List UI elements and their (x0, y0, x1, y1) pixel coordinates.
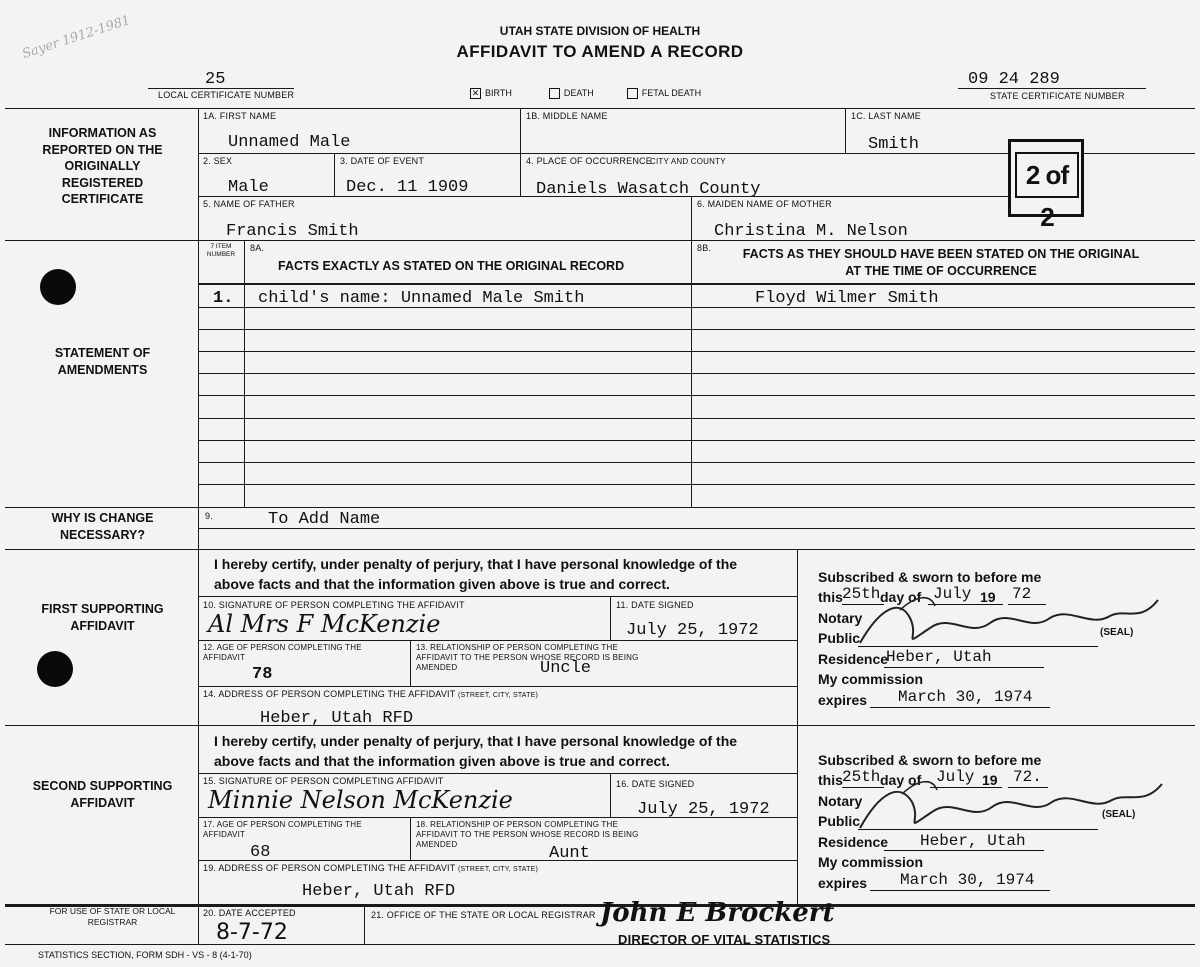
birth-label: BIRTH (485, 88, 512, 98)
col-8b-number: 8B. (697, 243, 712, 253)
first-signature: Al Mrs F McKenzie (208, 610, 441, 638)
last-name-label: 1C. LAST NAME (851, 111, 921, 121)
birth-checkbox: ✕ (471, 88, 480, 99)
first-relationship-value: Uncle (540, 659, 592, 678)
second-relationship-label: 18. RELATIONSHIP OF PERSON COMPLETING THE AFFIDAVIT TO THE PERSON WHOSE RECORD IS BEING AMENDED (416, 820, 639, 849)
second-notary-this: this (818, 772, 843, 788)
second-notary-year-prefix: 19 (982, 772, 998, 788)
second-residence-value: Heber, Utah (920, 832, 1026, 850)
punch-hole-2 (37, 651, 73, 687)
first-notary-seal: (SEAL) (1100, 627, 1134, 638)
registrar-signature: John E Brockert (600, 898, 835, 928)
first-age-label: 12. AGE OF PERSON COMPLETING THE AFFIDAVIT (203, 643, 362, 662)
second-address-sub: (STREET, CITY, STATE) (457, 866, 539, 873)
second-expires-label: expires (818, 875, 868, 891)
first-public-label: Public (818, 630, 861, 646)
first-date-value: July 25, 1972 (626, 621, 759, 640)
page-stamp-text: 2 of 2 (1015, 152, 1079, 198)
second-residence-label: Residence (818, 834, 889, 850)
record-type-options (470, 88, 701, 99)
second-commission-label: My commission (818, 854, 924, 870)
second-signature-label: 15. SIGNATURE OF PERSON COMPLETING AFFIDAVIT (203, 776, 444, 786)
last-name-value: Smith (868, 135, 920, 154)
date-accepted-label: 20. DATE ACCEPTED (203, 908, 296, 918)
first-age-value: 78 (252, 665, 273, 684)
first-address-sub: (STREET, CITY, STATE) (457, 692, 539, 699)
punch-hole-1 (40, 269, 76, 305)
second-age-label: 17. AGE OF PERSON COMPLETING THE AFFIDAVIT (203, 820, 362, 839)
why-value: To Add Name (268, 510, 381, 529)
first-relationship-label: 13. RELATIONSHIP OF PERSON COMPLETING THE AFFIDAVIT TO THE PERSON WHOSE RECORD IS BEING AMENDED (416, 643, 639, 672)
second-public-label: Public (818, 813, 861, 829)
date-accepted-value: 8-7-72 (216, 920, 288, 945)
agency-name: UTAH STATE DIVISION OF HEALTH (499, 24, 701, 38)
section-original-label: INFORMATION AS REPORTED ON THE ORIGINALLY REGISTERED CERTIFICATE (42, 126, 163, 206)
father-value: Francis Smith (226, 222, 359, 241)
first-expires-label: expires (818, 692, 868, 708)
section-second-affidavit-label: SECOND SUPPORTING AFFIDAVIT (32, 779, 173, 810)
father-label: 5. NAME OF FATHER (203, 199, 295, 209)
first-notary-label: Notary (818, 610, 863, 626)
second-notary-year: 72. (1013, 768, 1042, 786)
mother-label: 6. MAIDEN NAME OF MOTHER (697, 199, 832, 209)
second-address-label-text: 19. ADDRESS OF PERSON COMPLETING THE AFFIDAVIT (203, 863, 456, 873)
second-date-value: July 25, 1972 (637, 800, 770, 819)
section-amendments-label: STATEMENT OF AMENDMENTS (54, 346, 151, 377)
second-address-value: Heber, Utah RFD (302, 882, 456, 901)
first-notary-month: July (933, 585, 972, 603)
first-address-label (203, 689, 538, 699)
second-notary-month: July (936, 768, 975, 786)
death-checkbox (549, 88, 560, 99)
second-address-label (203, 863, 538, 873)
second-notary-label: Notary (818, 793, 863, 809)
place-label: 4. PLACE OF OCCURRENCE (526, 156, 652, 166)
second-notary-subscribed: Subscribed & sworn to before me (818, 752, 1042, 768)
col-8a-header: FACTS EXACTLY AS STATED ON THE ORIGINAL RECORD (278, 259, 625, 273)
state-cert-label: STATE CERTIFICATE NUMBER (990, 91, 1125, 101)
why-number: 9. (205, 511, 213, 521)
first-address-value: Heber, Utah RFD (260, 709, 414, 728)
date-of-event-value: Dec. 11 1909 (346, 178, 469, 197)
second-notary-day: 25th (842, 768, 881, 786)
middle-name-label: 1B. MIDDLE NAME (526, 111, 608, 121)
local-cert-label: LOCAL CERTIFICATE NUMBER (158, 90, 295, 100)
second-notary-seal: (SEAL) (1102, 809, 1136, 820)
first-residence-value: Heber, Utah (886, 648, 992, 666)
sex-value: Male (228, 178, 269, 197)
first-notary-day: 25th (842, 585, 881, 603)
local-cert-number: 25 (205, 70, 226, 89)
second-date-label: 16. DATE SIGNED (616, 779, 695, 789)
first-signature-label: 10. SIGNATURE OF PERSON COMPLETING THE AFFIDAVIT (203, 600, 465, 610)
item-number-label: 7 ITEM NUMBER (206, 243, 236, 258)
col-8a-number: 8A. (250, 243, 265, 253)
second-notary-day-of: day of (880, 772, 922, 788)
fetal-death-checkbox (627, 88, 638, 99)
first-notary-year: 72 (1012, 585, 1032, 603)
office-use-label: FOR USE OF STATE OR LOCAL REGISTRAR (49, 906, 176, 927)
second-relationship-value: Aunt (549, 844, 590, 863)
state-cert-number: 09 24 289 (968, 70, 1060, 89)
first-notary-day-of: day of (880, 589, 922, 605)
mother-value: Christina M. Nelson (714, 222, 908, 241)
page-stamp (1008, 139, 1084, 232)
first-name-label: 1A. FIRST NAME (203, 111, 277, 121)
second-signature: Minnie Nelson McKenzie (208, 786, 513, 814)
first-residence-label: Residence (818, 651, 889, 667)
amendment-item-1: 1. (213, 289, 234, 308)
sex-label: 2. SEX (203, 156, 233, 166)
corner-handwritten-note: Sayer 1912-1981 (20, 12, 133, 63)
section-why-label: WHY IS CHANGE NECESSARY? (51, 511, 154, 542)
death-label: DEATH (563, 88, 594, 98)
registrar-title: DIRECTOR OF VITAL STATISTICS (618, 932, 831, 947)
first-commission-label: My commission (818, 671, 924, 687)
place-sub-label: CITY AND COUNTY (650, 157, 726, 166)
second-expires-value: March 30, 1974 (900, 871, 1035, 889)
first-expires-value: March 30, 1974 (898, 688, 1033, 706)
form-id: STATISTICS SECTION, FORM SDH - VS - 8 (4-1-70) (38, 950, 252, 960)
col-8b-header: FACTS AS THEY SHOULD HAVE BEEN STATED ON THE ORIGINAL AT THE TIME OF OCCURRENCE (742, 247, 1140, 278)
section-first-affidavit-label: FIRST SUPPORTING AFFIDAVIT (41, 602, 164, 633)
place-value: Daniels Wasatch County (536, 180, 761, 199)
first-certify-text: I hereby certify, under penalty of perjury, that I have personal knowledge of the above facts and that the information given above is true and correct. (214, 556, 738, 592)
first-notary-this: this (818, 589, 843, 605)
amendment-original-1: child's name: Unnamed Male Smith (258, 289, 585, 308)
first-address-label-text: 14. ADDRESS OF PERSON COMPLETING THE AFFIDAVIT (203, 689, 456, 699)
first-notary-year-prefix: 19 (980, 589, 996, 605)
office-label: 21. OFFICE OF THE STATE OR LOCAL REGISTRAR (371, 910, 596, 920)
form-title: AFFIDAVIT TO AMEND A RECORD (456, 42, 744, 61)
first-notary-subscribed: Subscribed & sworn to before me (818, 569, 1042, 585)
fetal-death-label: FETAL DEATH (641, 88, 702, 98)
date-of-event-label: 3. DATE OF EVENT (340, 156, 425, 166)
first-date-label: 11. DATE SIGNED (616, 600, 694, 610)
second-certify-text: I hereby certify, under penalty of perjury, that I have personal knowledge of the above facts and that the information given above is true and correct. (214, 733, 738, 769)
amendment-corrected-1: Floyd Wilmer Smith (755, 289, 939, 308)
first-name-value: Unnamed Male (228, 133, 351, 152)
second-age-value: 68 (250, 843, 271, 862)
